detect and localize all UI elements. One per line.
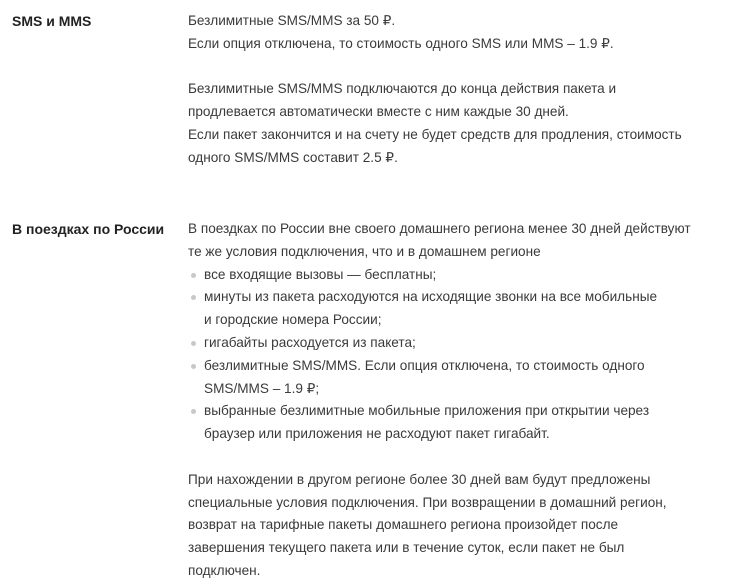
text-line: Если опция отключена, то стоимость одного SMS или MMS – 1.9 ₽. xyxy=(188,35,614,51)
list-item xyxy=(188,332,691,355)
bullet-icon xyxy=(191,341,196,346)
section-label: SMS и MMS xyxy=(12,13,92,29)
text-line: одного SMS/MMS составит 2.5 ₽. xyxy=(188,149,398,165)
text-line: SMS/MMS – 1.9 ₽; xyxy=(204,380,320,396)
paragraph xyxy=(188,218,691,264)
list-item xyxy=(188,400,691,446)
text-line: те же условия подключения, что и в домашнем регионе xyxy=(188,243,541,259)
section-content xyxy=(188,10,682,192)
text-line: безлимитные SMS/MMS. Если опция отключена, то стоимость одного xyxy=(204,357,645,373)
text-line: и городские номера России; xyxy=(204,312,382,328)
paragraph xyxy=(188,469,691,583)
text-line: Безлимитные SMS/MMS за 50 ₽. xyxy=(188,13,396,28)
text-line: При нахождении в другом регионе более 30 дней вам будут предложены xyxy=(188,471,651,487)
text-line: В поездках по России вне своего домашнего региона менее 30 дней действуют xyxy=(188,221,691,236)
bullet-icon xyxy=(191,364,196,369)
paragraph xyxy=(188,78,682,169)
section-content xyxy=(188,218,691,583)
bullet-icon xyxy=(191,295,196,300)
text-line: Если пакет закончится и на счету не будет средств для продления, стоимость xyxy=(188,126,682,142)
text-line: продлевается автоматически вместе с ним каждые 30 дней. xyxy=(188,104,569,120)
text-line: специальные условия подключения. При возвращении в домашний регион, xyxy=(188,494,667,510)
text-line: выбранные безлимитные мобильные приложения при открытии через xyxy=(204,403,650,419)
text-line: браузер или приложения не расходуют пакет гигабайт. xyxy=(204,426,550,442)
bullet-icon xyxy=(191,409,196,414)
list-item xyxy=(188,286,691,332)
list-item xyxy=(188,264,691,287)
text-line: гигабайты расходуется из пакета; xyxy=(204,334,416,350)
bullet-icon xyxy=(191,273,196,278)
paragraph xyxy=(188,10,682,56)
bullet-list xyxy=(188,264,691,446)
text-line: все входящие вызовы — бесплатны; xyxy=(204,266,437,282)
text-line: подключен. xyxy=(188,562,261,578)
text-line: Безлимитные SMS/MMS подключаются до конца действия пакета и xyxy=(188,81,617,97)
text-line: минуты из пакета расходуются на исходящие звонки на все мобильные xyxy=(204,289,658,305)
section-label: В поездках по России xyxy=(12,221,165,237)
list-item xyxy=(188,355,691,401)
text-line: завершения текущего пакета или в течение суток, если пакет не был xyxy=(188,540,625,556)
text-line: возврат на тарифные пакеты домашнего региона произойдет после xyxy=(188,517,619,533)
